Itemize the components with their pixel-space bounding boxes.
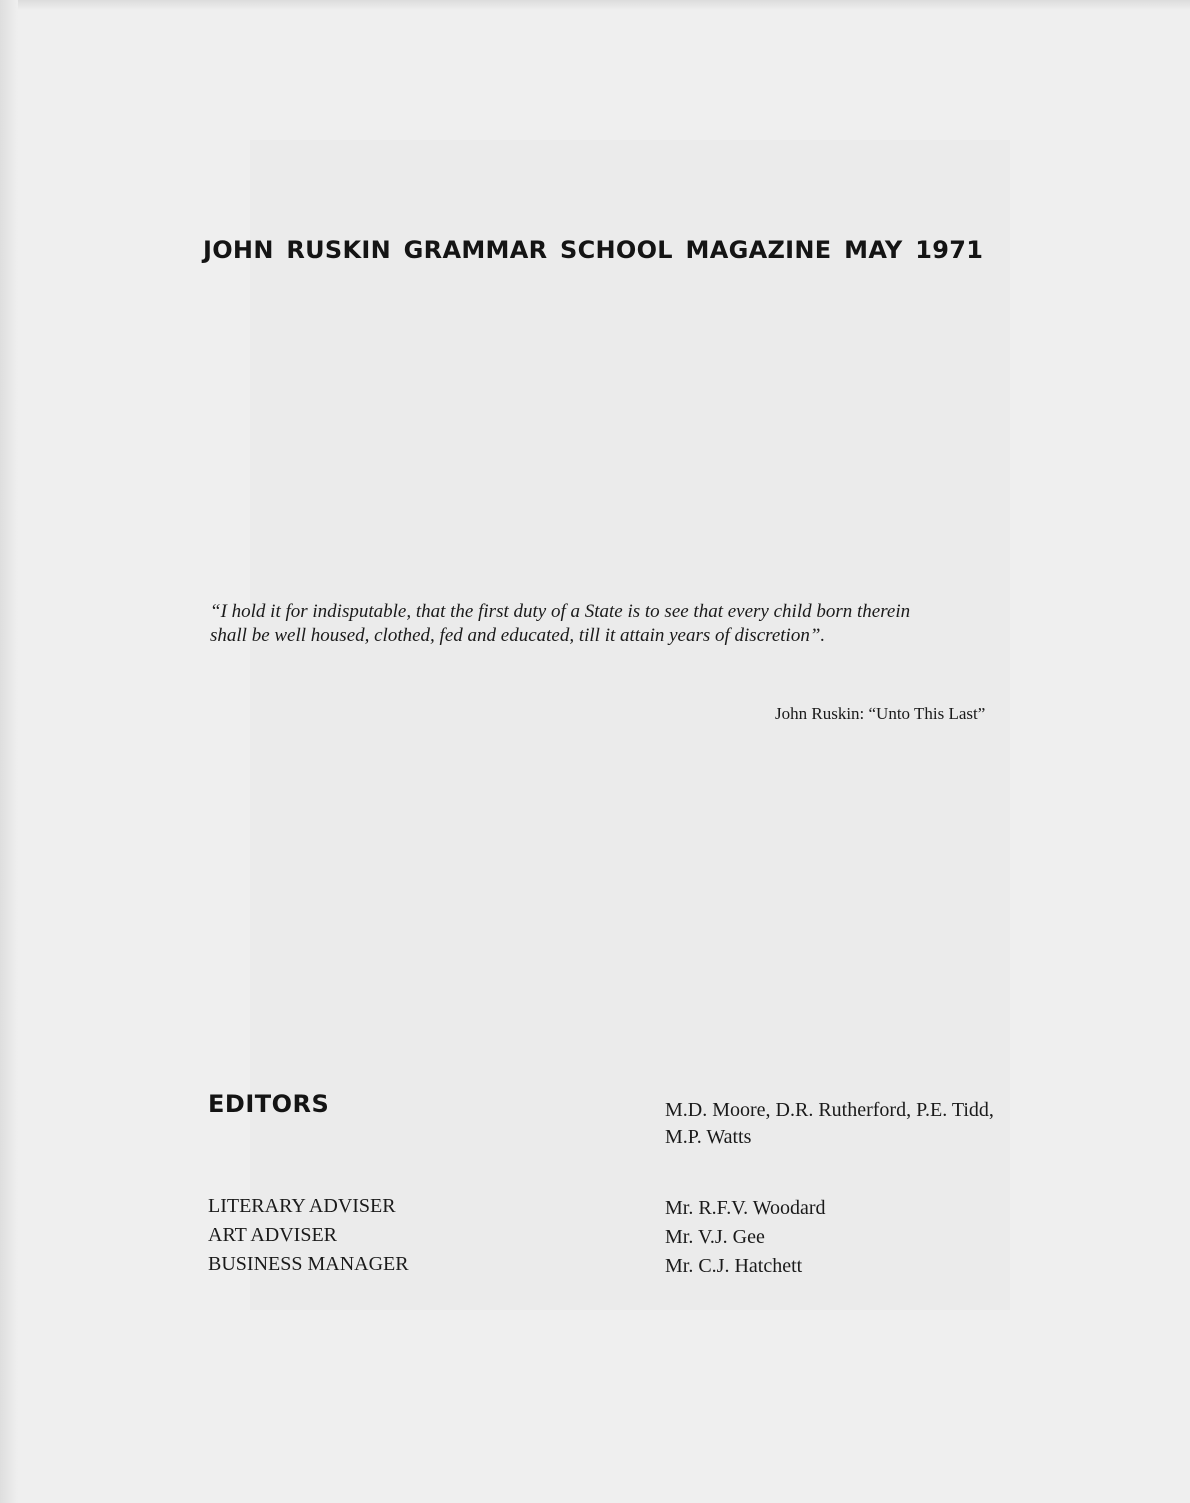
page-edge-shadow-top [0,0,1190,10]
page-title: JOHN RUSKIN GRAMMAR SCHOOL MAGAZINE MAY 1971 [203,236,984,264]
adviser-roles [208,1192,409,1279]
name-business-manager: Mr. C.J. Hatchett [665,1255,803,1277]
role-literary-adviser: LITERARY ADVISER [208,1195,396,1217]
role-business-manager: BUSINESS MANAGER [208,1253,409,1275]
quote-attribution: John Ruskin: “Unto This Last” [775,704,986,723]
editors-heading: EDITORS [208,1090,330,1118]
page-edge-shadow-left [0,0,18,1503]
editors-names-line-1: M.D. Moore, D.R. Rutherford, P.E. Tidd, [665,1099,994,1121]
quote-line-2: shall be well housed, clothed, fed and educated, till it attain years of discretion”. [210,625,826,646]
name-literary-adviser: Mr. R.F.V. Woodard [665,1197,826,1219]
ruskin-quote [210,600,1090,648]
adviser-names [665,1194,826,1281]
editors-names [665,1097,994,1151]
quote-line-1: “I hold it for indisputable, that the first duty of a State is to see that every child born therein [210,601,911,622]
role-art-adviser: ART ADVISER [208,1224,338,1246]
editors-names-line-2: M.P. Watts [665,1126,752,1148]
name-art-adviser: Mr. V.J. Gee [665,1226,765,1248]
